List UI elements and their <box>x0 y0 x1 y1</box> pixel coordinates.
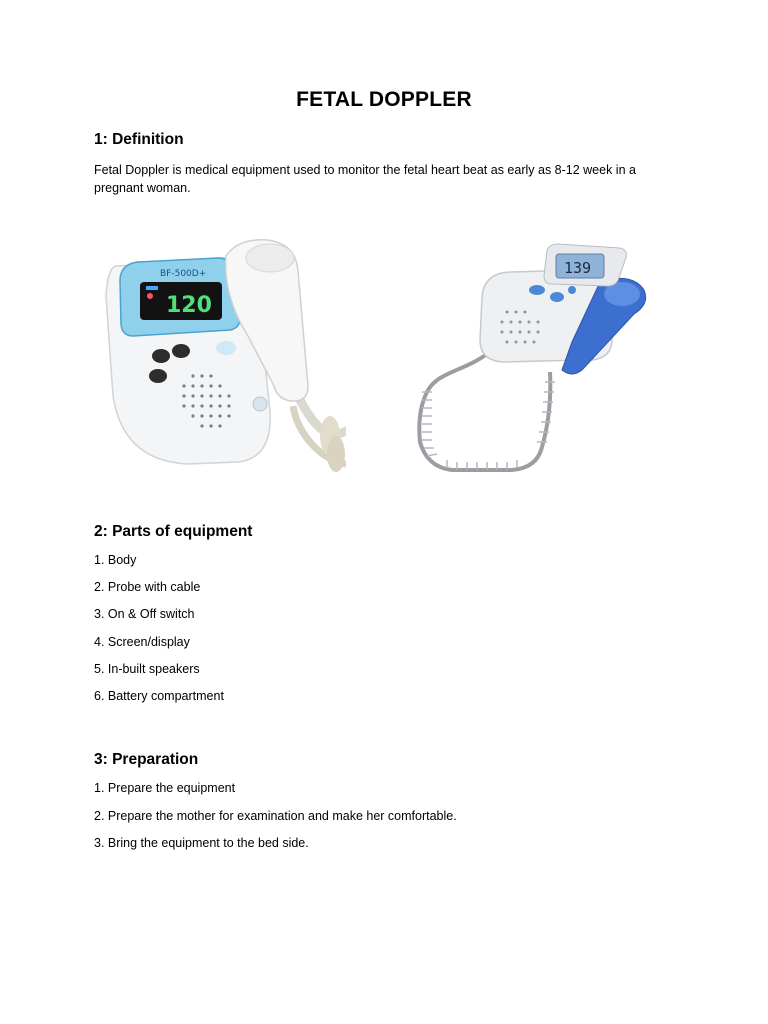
list-item: 3. Bring the equipment to the bed side. <box>94 836 309 850</box>
list-item: 1. Prepare the equipment <box>94 781 236 795</box>
list-item: 3. On & Off switch <box>94 607 195 621</box>
list-item: 1. Body <box>94 553 137 567</box>
list-item: 2. Probe with cable <box>94 580 201 594</box>
list-item: 2. Prepare the mother for examination and make her comfortable. <box>94 809 457 823</box>
right-screen-value: 139 <box>564 259 592 277</box>
fetal-doppler-image-right <box>412 242 652 478</box>
left-screen-value: 120 <box>166 293 212 318</box>
page-title: FETAL DOPPLER <box>296 88 472 111</box>
model-label: BF-500D+ <box>160 269 207 279</box>
list-item: 5. In-built speakers <box>94 662 200 676</box>
list-item: 6. Battery compartment <box>94 689 224 703</box>
fetal-doppler-image-left <box>98 236 346 476</box>
section-heading-definition: 1: Definition <box>94 131 184 148</box>
section-heading-parts: 2: Parts of equipment <box>94 523 253 540</box>
definition-paragraph: Fetal Doppler is medical equipment used to monitor the fetal heart beat as early as 8-12 week in a pregnant woman. <box>94 163 636 195</box>
list-item: 4. Screen/display <box>94 635 190 649</box>
section-heading-preparation: 3: Preparation <box>94 751 199 768</box>
